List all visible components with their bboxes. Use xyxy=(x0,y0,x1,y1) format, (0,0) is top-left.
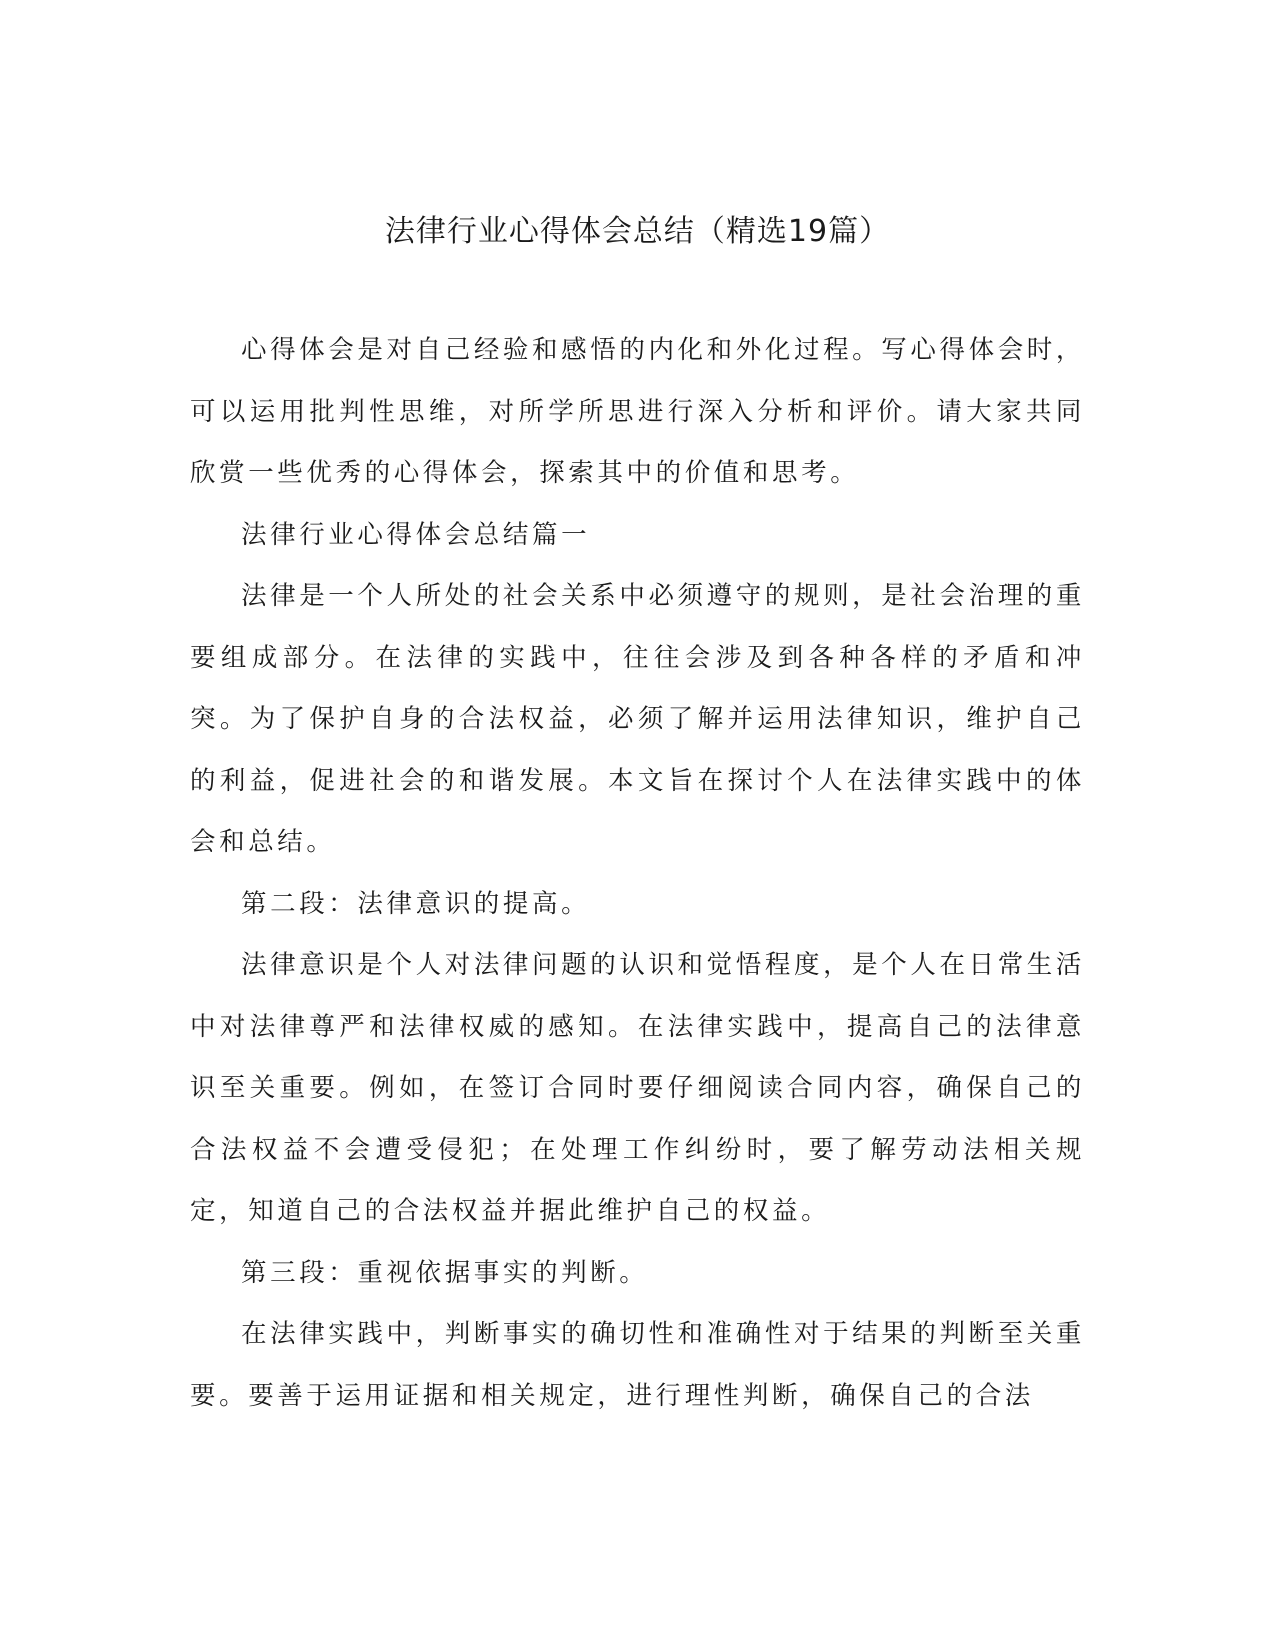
section-heading-second: 第二段：法律意识的提高。 xyxy=(241,888,591,919)
document-body xyxy=(190,320,1085,1427)
body-paragraph: 法律是一个人所处的社会关系中必须遵守的规则，是社会治理的重要组成部分。在法律的实践中，往往会涉及到各种各样的矛盾和冲突。为了保护自身的合法权益，必须了解并运用法律知识，维护自己的利益，促进社会的和谐发展。本文旨在探讨个人在法律实践中的体会和总结。 xyxy=(190,581,1085,857)
document-title: 法律行业心得体会总结（精选19篇） xyxy=(384,214,891,249)
body-paragraph: 法律意识是个人对法律问题的认识和觉悟程度，是个人在日常生活中对法律尊严和法律权威的感知。在法律实践中，提高自己的法律意识至关重要。例如，在签订合同时要仔细阅读合同内容，确保自己的合法权益不会遭受侵犯；在处理工作纠纷时，要了解劳动法相关规定，知道自己的合法权益并据此维护自己的权益。 xyxy=(190,950,1085,1226)
intro-paragraph: 心得体会是对自己经验和感悟的内化和外化过程。写心得体会时，可以运用批判性思维，对所学所思进行深入分析和评价。请大家共同欣赏一些优秀的心得体会，探索其中的价值和思考。 xyxy=(190,335,1085,488)
body-paragraph: 在法律实践中，判断事实的确切性和准确性对于结果的判断至关重要。要善于运用证据和相关规定，进行理性判断，确保自己的合法 xyxy=(190,1319,1085,1411)
section-heading-part-one: 法律行业心得体会总结篇一 xyxy=(241,519,591,550)
section-heading-third: 第三段：重视依据事实的判断。 xyxy=(241,1257,649,1288)
